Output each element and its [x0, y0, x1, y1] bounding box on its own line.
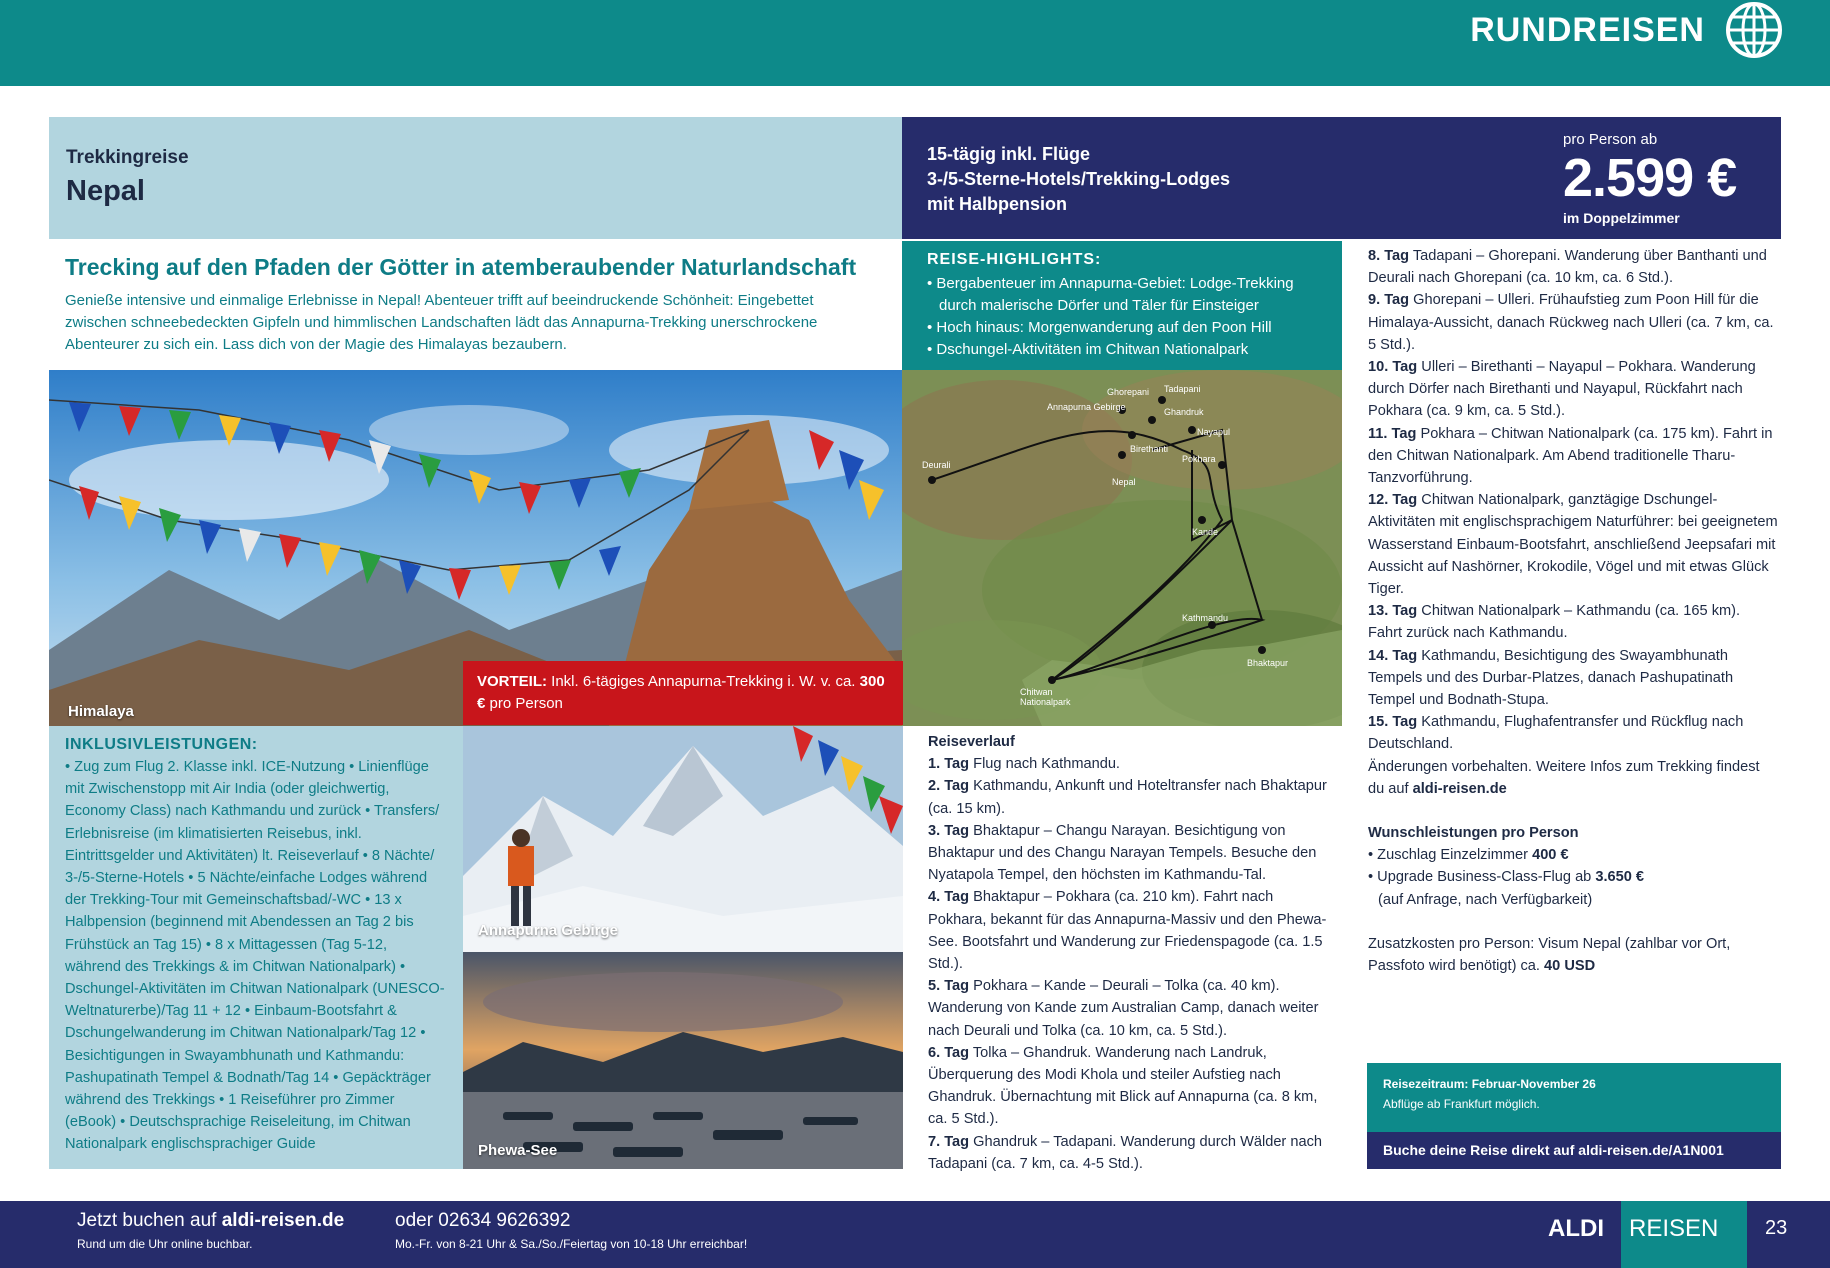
svg-text:Ghandruk: Ghandruk	[1164, 407, 1204, 417]
itinerary-column-1	[928, 731, 1328, 1175]
day-number: 8. Tag	[1368, 248, 1410, 264]
extras-title: Wunschleistungen pro Person	[1368, 825, 1579, 842]
day-number: 14. Tag	[1368, 647, 1418, 664]
day-text: Chitwan Nationalpark, ganztägige Dschungel-Aktivitäten mit englischsprachigem Naturführer: bei geeignetem Wasserstand Einbaum-Bootsfahrt, anschließend Jeepsafari mit Aussicht auf Nashörner, Krokodile, Vögel und mit etwas Glück Tiger.	[1368, 492, 1778, 598]
day-text: Ghorepani – Ulleri. Frühaufstieg zum Poon Hill für die Himalaya-Aussicht, danach Rückweg nach Ulleri (ca. 7 km, ca. 5 Std.).	[1368, 292, 1774, 353]
header-price-panel	[902, 117, 1781, 239]
booking-link[interactable]: Buche deine Reise direkt auf aldi-reisen.de/A1N001	[1367, 1132, 1781, 1169]
day-text: Flug nach Kathmandu.	[969, 756, 1120, 773]
itinerary-day	[1368, 356, 1778, 423]
price-note: im Doppelzimmer	[1563, 210, 1680, 226]
svg-text:Pokhara: Pokhara	[1182, 454, 1216, 464]
day-text: Tadapani – Ghorepani. Wanderung über Banthanti und Deurali nach Ghorepani (ca. 10 km, ca. 6 Std.).	[1368, 248, 1767, 287]
itinerary-day	[928, 753, 1328, 775]
day-text: Kathmandu, Besichtigung des Swayambhunath Tempels und des Durbar-Platzes, danach Pashupatinath Tempel und Bodnath-Stupa.	[1368, 647, 1734, 709]
intro-text: Genieße intensive und einmalige Erlebnisse in Nepal! Abenteuer trifft auf beeindruckende Schönheit: Eingebettet zwischen schneebedeckten Gipfeln und himmlischen Landschaften lädt das Annapurna-Trekking unerschrockene Abenteurer zu sich ein. Lass dich von der Magie des Himalayas bezaubern.	[65, 292, 818, 353]
svg-text:Kande: Kande	[1192, 527, 1219, 537]
day-text: Kathmandu, Flughafentransfer und Rückflug nach Deutschland.	[1368, 714, 1744, 753]
day-number: 7. Tag	[928, 1133, 970, 1150]
trip-type: Trekkingreise	[66, 147, 189, 168]
highlights-title: REISE-HIGHLIGHTS:	[927, 251, 1102, 268]
day-text: Chitwan Nationalpark – Kathmandu (ca. 165 km). Fahrt zurück nach Kathmandu.	[1368, 603, 1741, 642]
highlight-item: • Dschungel-Aktivitäten im Chitwan Nationalpark	[927, 341, 1249, 358]
footer-booking-sub: Rund um die Uhr online buchbar.	[77, 1237, 253, 1251]
footer-website-link[interactable]: aldi-reisen.de	[221, 1210, 345, 1231]
itinerary-day	[1368, 423, 1778, 490]
note-text: Änderungen vorbehalten. Weitere Infos zum Trekking findest du auf	[1368, 758, 1760, 797]
highlights-box	[902, 241, 1342, 370]
svg-text:Nayapul: Nayapul	[1197, 427, 1231, 437]
extra-label: • Upgrade Business-Class-Flug ab	[1368, 869, 1596, 886]
advantage-suffix: pro Person	[485, 695, 563, 712]
price-from-label: pro Person ab	[1563, 131, 1658, 148]
svg-text:Chitwan: Chitwan	[1020, 687, 1053, 697]
footer-hours: Mo.-Fr. von 8-21 Uhr & Sa./So./Feiertag von 10-18 Uhr erreichbar!	[395, 1237, 748, 1251]
itinerary-day	[1368, 289, 1778, 356]
itinerary-column-2	[1368, 245, 1778, 977]
svg-text:Nationalpark: Nationalpark	[1020, 697, 1071, 707]
day-number: 5. Tag	[928, 978, 970, 995]
itinerary-day	[1368, 489, 1778, 600]
itinerary-day	[928, 886, 1328, 975]
day-text: Tolka – Ghandruk. Wanderung nach Landruk, Überquerung des Modi Khola und steiler Aufstieg nach Ghandruk. Übernachtung mit Blick auf Annapurna (ca. 8 km, ca. 5 Std.).	[928, 1044, 1318, 1128]
itinerary-day	[928, 1131, 1328, 1175]
itinerary-day	[928, 975, 1328, 1042]
annapurna-photo	[463, 726, 903, 952]
extra-price: 400 €	[1532, 847, 1569, 864]
advantage-amount: 300 €	[477, 673, 885, 712]
itinerary-day	[1368, 711, 1778, 755]
svg-text:Kathmandu: Kathmandu	[1182, 613, 1229, 623]
inclusions-box	[49, 726, 463, 1169]
footer-booking	[77, 1210, 344, 1232]
header-destination	[49, 117, 902, 239]
itinerary-day	[1368, 645, 1778, 712]
day-number: 11. Tag	[1368, 425, 1417, 442]
detail-duration: 15-tägig inkl. Flüge	[927, 144, 1091, 164]
day-number: 3. Tag	[928, 822, 970, 839]
svg-text:Tadapani: Tadapani	[1164, 384, 1201, 394]
page-number: 23	[1765, 1217, 1788, 1239]
phewa-lake-photo	[463, 952, 903, 1169]
departure-info: Abflüge ab Frankfurt möglich.	[1383, 1097, 1540, 1111]
globe-icon	[1722, 0, 1786, 64]
booking-info-box	[1367, 1063, 1781, 1169]
day-number: 1. Tag	[928, 756, 970, 773]
svg-text:Nepal: Nepal	[1112, 477, 1136, 487]
svg-text:Deurali: Deurali	[922, 460, 951, 470]
website-link[interactable]: aldi-reisen.de	[1412, 780, 1507, 797]
price: 2.599 €	[1563, 148, 1737, 208]
route-map	[902, 370, 1342, 726]
footer-phone[interactable]: oder 02634 9626392	[395, 1210, 571, 1231]
costs-text: Zusatzkosten pro Person: Visum Nepal (zahlbar vor Ort, Passfoto wird benötigt) ca.	[1368, 935, 1731, 975]
day-number: 6. Tag	[928, 1044, 970, 1061]
advantage-label: VORTEIL:	[477, 673, 547, 690]
additional-costs	[1368, 933, 1778, 977]
extra-price: 3.650 €	[1595, 869, 1645, 886]
inclusions-text: • Zug zum Flug 2. Klasse inkl. ICE-Nutzung • Linienflüge mit Zwischenstopp mit Air India (oder gleichwertig, Economy Class) nach Kathmandu und zurück • Transfers/ Erlebnisreise (im klimatisierten Reisebus, inkl. Eintrittsgelder und Aktivitäten) lt. Reiseverlauf • 8 Nächte/ 3-/5-Sterne-Hotels • 5 Nächte/einfache Lodges während der Trekking-Tour mit Gemeinschaftsbad/-WC • 13 x Halbpension (beginnend mit Abendessen an Tag 2 bis Frühstück an Tag 15) • 8 x Mittagessen (Tag 5-12, während des Trekkings & im Chitwan Nationalpark) • Dschungel-Aktivitäten im Chitwan Nationalpark (UNESCO-Weltnaturerbe)/Tag 11 + 12 • Einbaum-Bootsfahrt & Dschungelwanderung im Chitwan Nationalpark/Tag 12 • Besichtigungen in Swayambhunath und Kathmandu: Pashupatinath Tempel & Bodnath/Tag 14 • Gepäckträger während des Trekkings • 1 Reiseführer pro Zimmer (eBook) • Deutschsprachige Reiseleitung, im Chitwan Nationalpark englischsprachiger Guide	[65, 759, 445, 1153]
itinerary-day	[1368, 245, 1778, 289]
advantage-text: Inkl. 6-tägiges Annapurna-Trekking i. W. v. ca.	[547, 673, 860, 690]
day-text: Ulleri – Birethanti – Nayapul – Pokhara. Wanderung durch Dörfer nach Birethanti und Nayapul, Rückfahrt nach Pokhara (ca. 9 km, ca. 5 Std.).	[1368, 359, 1756, 420]
day-text: Bhaktapur – Changu Narayan. Besichtigung von Bhaktapur und des Changu Narayan Tempels. Besuche den Nyatapola Tempel, den höchsten im Kathmandu-Tal.	[928, 822, 1317, 884]
advantage-banner	[463, 661, 903, 725]
day-text: Ghandruk – Tadapani. Wanderung durch Wälder nach Tadapani (ca. 7 km, ca. 4-5 Std.).	[928, 1133, 1322, 1172]
section-title: RUNDREISEN	[1470, 11, 1705, 49]
day-number: 2. Tag	[928, 778, 970, 795]
day-number: 9. Tag	[1368, 292, 1410, 309]
detail-board: mit Halbpension	[927, 194, 1068, 214]
day-text: Kathmandu, Ankunft und Hoteltransfer nach Bhaktapur (ca. 15 km).	[928, 778, 1327, 817]
itinerary-day	[928, 775, 1328, 819]
itinerary-day	[1368, 600, 1778, 644]
day-number: 15. Tag	[1368, 714, 1418, 731]
svg-text:Bhaktapur: Bhaktapur	[1247, 658, 1289, 668]
booking-prefix: Jetzt buchen auf	[77, 1210, 222, 1231]
costs-price: 40 USD	[1544, 958, 1596, 975]
brand-logo-reisen: REISEN	[1621, 1201, 1747, 1268]
inclusions-title: INKLUSIVLEISTUNGEN:	[65, 736, 258, 753]
travel-period: Reisezeitraum: Februar-November 26	[1383, 1077, 1596, 1091]
svg-text:Annapurna Gebirge: Annapurna Gebirge	[1047, 402, 1126, 412]
destination-title: Nepal	[66, 175, 145, 207]
day-text: Pokhara – Kande – Deurali – Tolka (ca. 40 km). Wanderung von Kande zum Australian Camp, danach weiter nach Deurali und Tolka (ca. 10 km, ca. 5 Std.).	[928, 978, 1319, 1039]
extra-label: • Zuschlag Einzelzimmer	[1368, 847, 1533, 864]
day-number: 4. Tag	[928, 889, 970, 906]
day-text: Bhaktapur – Pokhara (ca. 210 km). Fahrt nach Pokhara, bekannt für das Annapurna-Massiv und den Phewa-See. Bootsfahrt und Wanderung zur Friedenspagode (ca. 1.5 Std.).	[928, 889, 1327, 973]
image-caption: Himalaya	[68, 703, 134, 720]
day-number: 10. Tag	[1368, 359, 1418, 376]
footer	[0, 1201, 1830, 1268]
itinerary-title: Reiseverlauf	[928, 734, 1015, 750]
extras-section	[1368, 822, 1778, 977]
image-caption: Annapurna Gebirge	[478, 922, 619, 939]
extra-item	[1368, 866, 1778, 888]
day-number: 13. Tag	[1368, 603, 1418, 620]
itinerary-day	[928, 1042, 1328, 1131]
day-number: 12. Tag	[1368, 492, 1418, 509]
itinerary-note	[1368, 756, 1778, 800]
extra-item	[1368, 844, 1778, 866]
svg-text:Ghorepani: Ghorepani	[1107, 387, 1150, 397]
extra-note: (auf Anfrage, nach Verfügbarkeit)	[1378, 891, 1593, 908]
trip-details	[927, 142, 1230, 217]
highlight-item: • Hoch hinaus: Morgenwanderung auf den Poon Hill	[927, 319, 1272, 336]
brand-logo-aldi: ALDI	[1548, 1215, 1604, 1242]
svg-text:Birethanti: Birethanti	[1130, 444, 1169, 454]
highlight-item: • Bergabenteuer im Annapurna-Gebiet: Lodge-Trekking durch malerische Dörfer und Täler für Einsteiger	[927, 275, 1294, 314]
headline: Trecking auf den Pfaden der Götter in atemberaubender Naturlandschaft	[65, 254, 857, 280]
day-text: Pokhara – Chitwan Nationalpark (ca. 175 km). Fahrt in den Chitwan Nationalpark. Am Abend traditionelle Tharu-Tanzvorführung.	[1368, 425, 1773, 487]
image-caption: Phewa-See	[478, 1142, 558, 1159]
detail-hotels: 3-/5-Sterne-Hotels/Trekking-Lodges	[927, 169, 1231, 189]
itinerary-day	[928, 820, 1328, 887]
